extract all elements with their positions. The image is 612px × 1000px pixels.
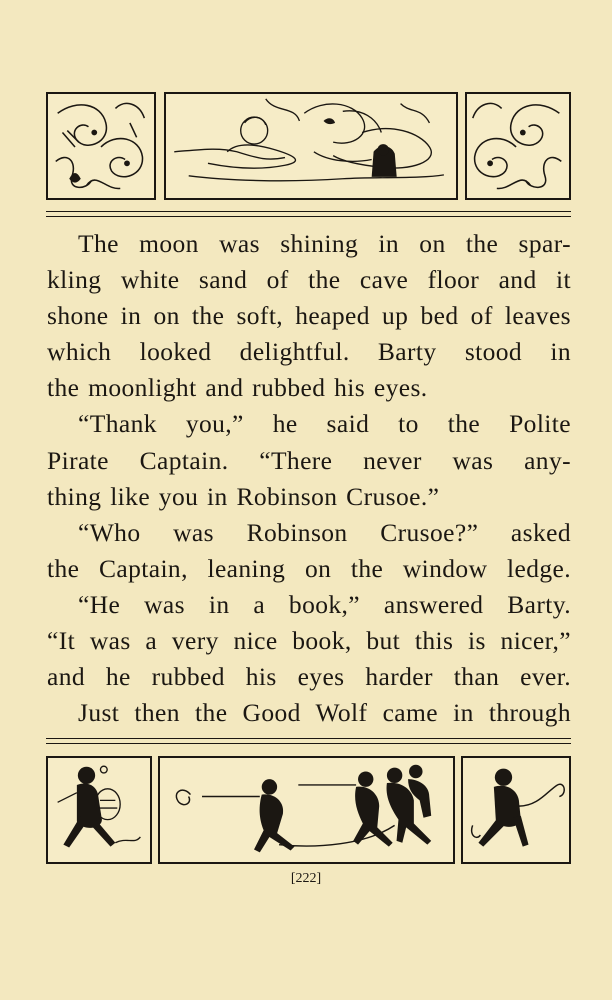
bottom-illustration-band <box>46 756 571 864</box>
body-text <box>47 226 571 731</box>
shell-scroll-icon <box>467 94 569 198</box>
top-illustration-band <box>46 92 571 200</box>
monkey-sack-illustration <box>46 756 152 864</box>
text-line: Just then the Good Wolf came in through <box>78 698 571 728</box>
text-line: The moon was shining in on the spar- <box>78 229 571 258</box>
boy-wolf-scene-icon <box>166 94 456 198</box>
text-line: shone in on the soft, heaped up bed of leaves <box>47 301 571 331</box>
text-line: thing like you in Robinson Crusoe.” <box>47 481 440 511</box>
text-line: the Captain, leaning on the window ledge. <box>47 553 571 583</box>
monkeys-chase-illustration <box>158 756 455 864</box>
text-line: “Thank you,” he said to the Polite <box>78 409 571 439</box>
ornament-left-illustration <box>46 92 156 200</box>
text-line: the moonlight and rubbed his eyes. <box>47 373 428 403</box>
page-number: [222] <box>290 871 322 886</box>
top-rule <box>46 211 571 212</box>
bottom-rule <box>46 738 571 739</box>
shell-scroll-icon <box>48 94 154 198</box>
bottom-rule-thin <box>46 743 571 744</box>
text-line: “He was in a book,” answered Barty. <box>78 589 571 619</box>
text-line: kling white sand of the cave floor and it <box>47 265 571 295</box>
text-line: “Who was Robinson Crusoe?” asked <box>78 517 571 547</box>
text-line: and he rubbed his eyes harder than ever. <box>47 662 571 692</box>
text-line: “It was a very nice book, but this is nicer,” <box>47 626 571 656</box>
text-line: which looked delightful. Barty stood in <box>47 337 571 367</box>
monkey-icon <box>463 758 569 862</box>
text-line: Pirate Captain. “There never was any- <box>47 445 571 475</box>
monkey-icon <box>48 758 150 862</box>
top-rule-thin <box>46 216 571 217</box>
monkey-running-illustration <box>461 756 571 864</box>
ornament-right-illustration <box>465 92 571 200</box>
monkeys-chase-icon <box>160 758 453 862</box>
boy-and-wolf-illustration <box>164 92 458 200</box>
